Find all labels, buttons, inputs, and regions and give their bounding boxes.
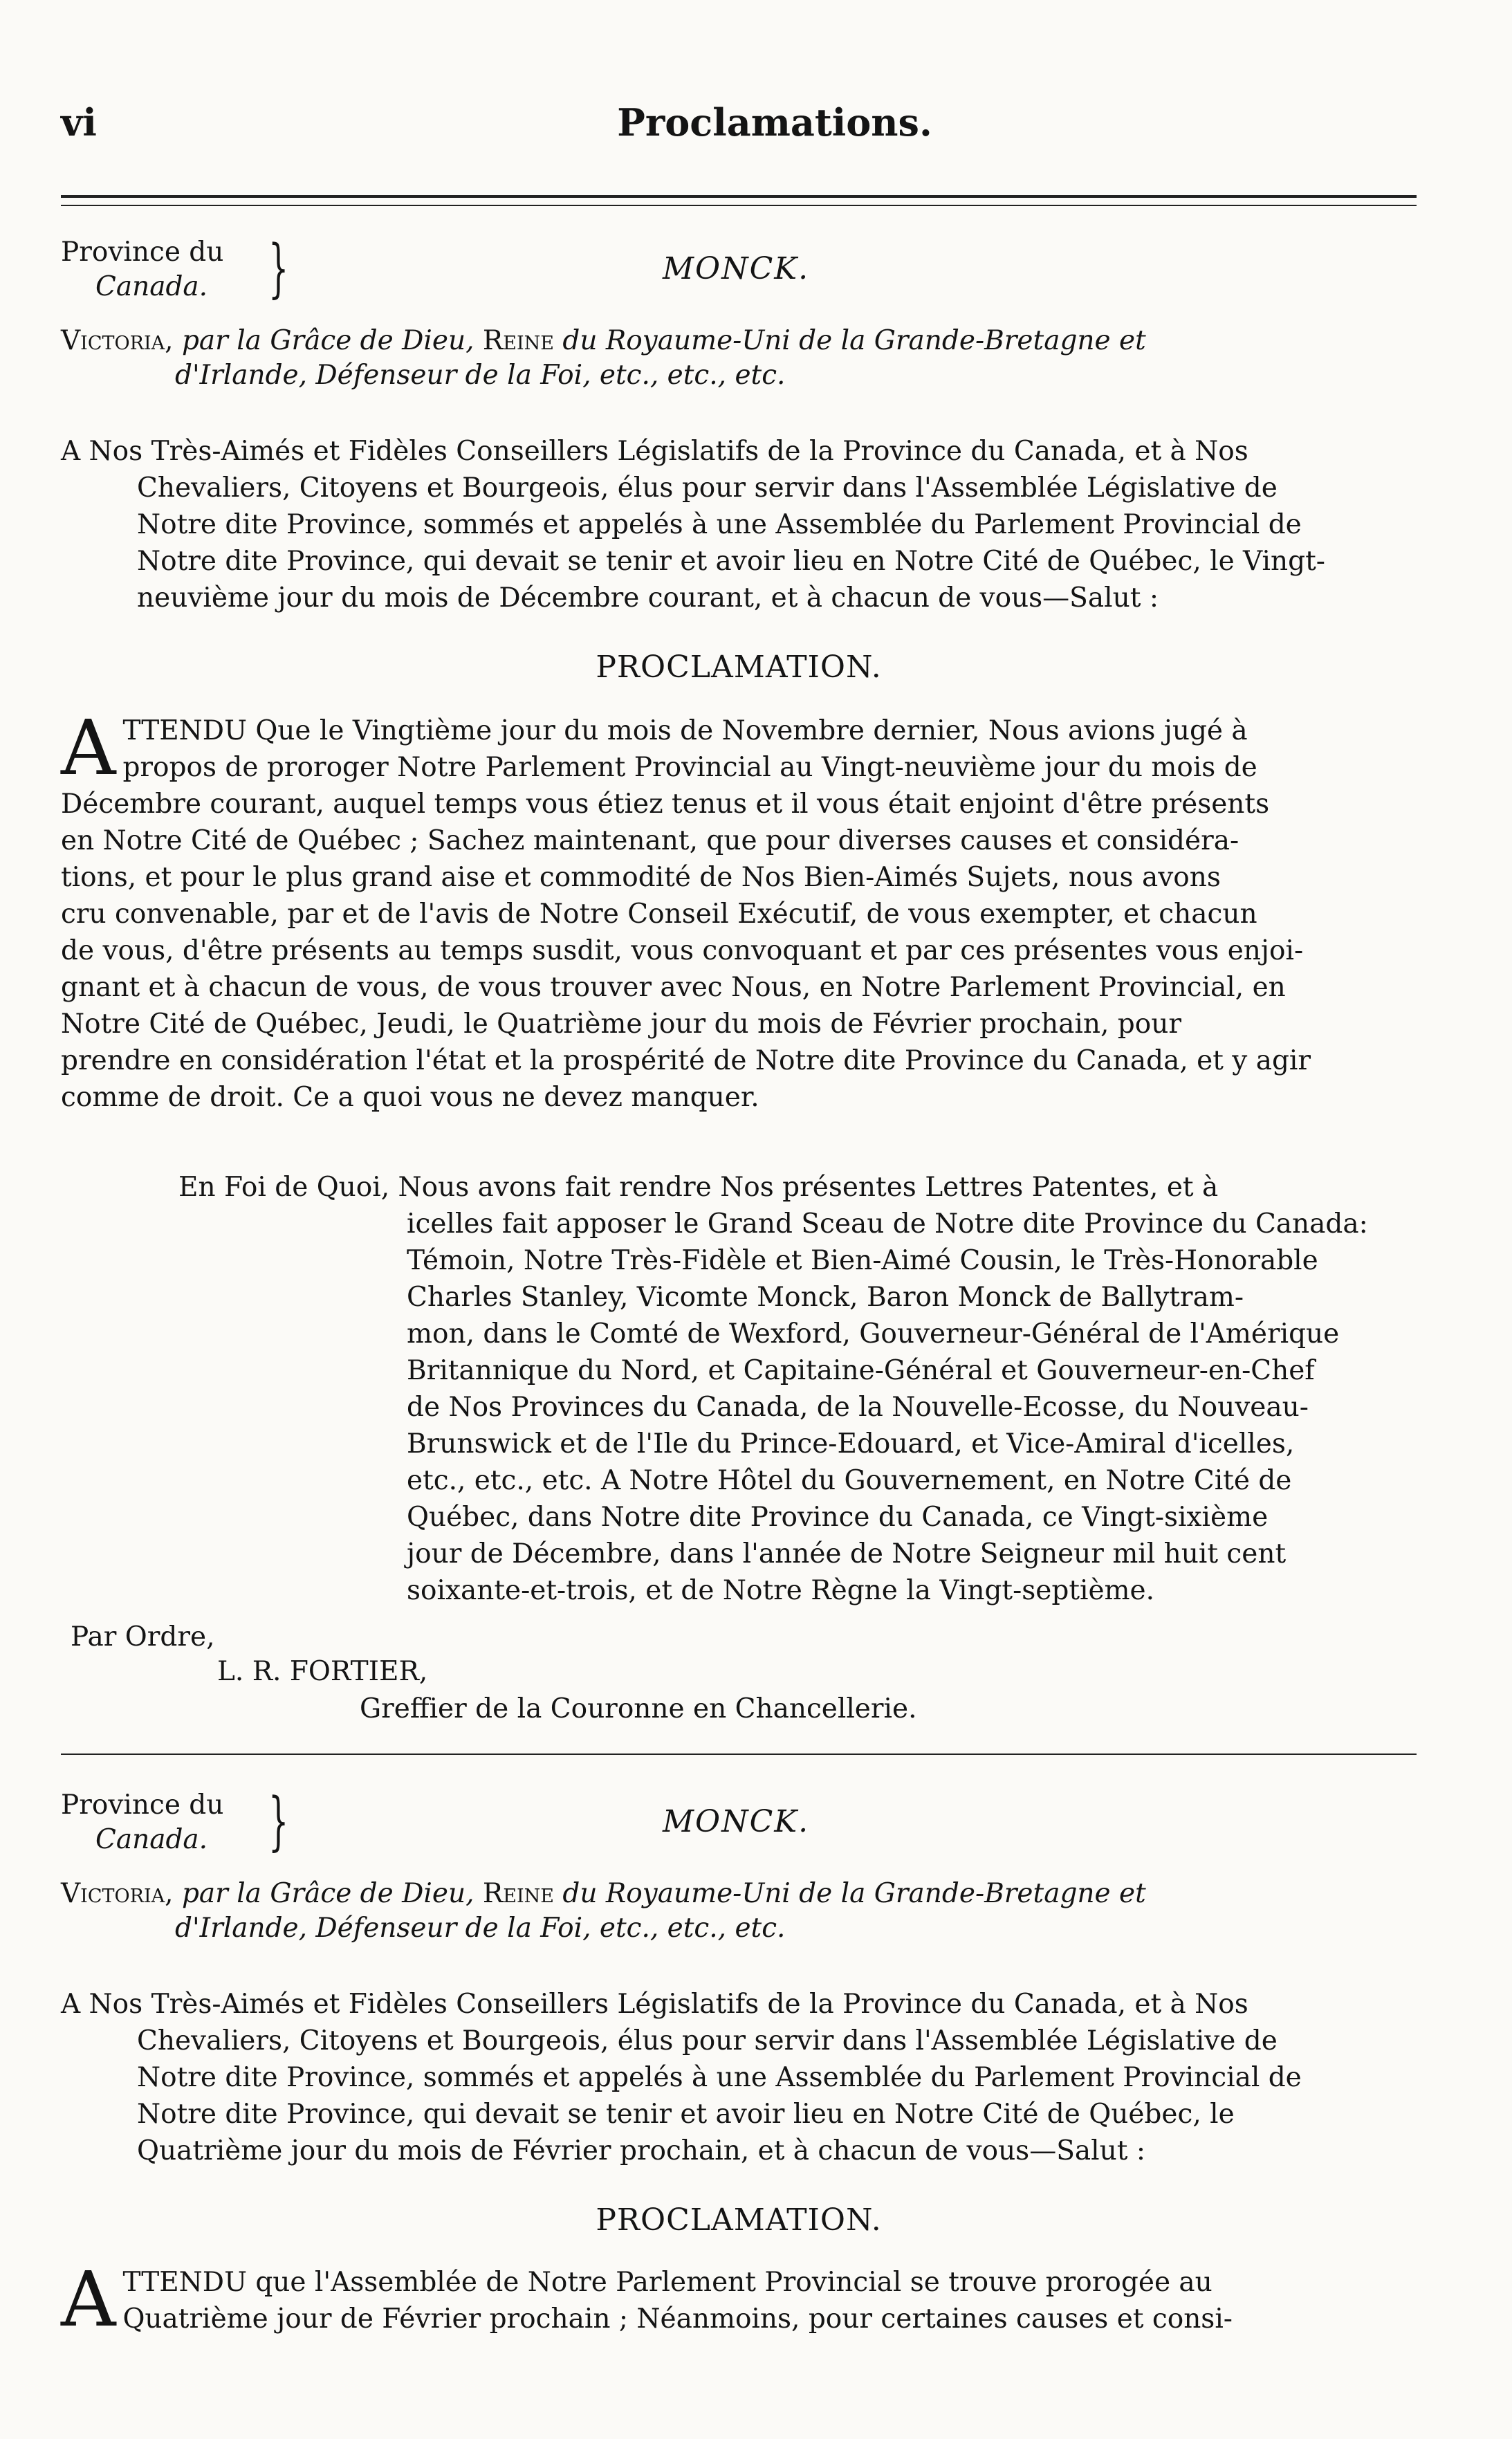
en-foi-de-quoi — [178, 1169, 1417, 1609]
signatory-title: Greffier de la Couronne en Chancellerie. — [360, 1693, 917, 1724]
reine: Reine — [482, 1878, 554, 1909]
royal-title — [61, 1877, 1146, 1946]
reine: Reine — [482, 325, 554, 356]
page-header — [55, 100, 1439, 152]
body-line: de vous, d'être présents au temps susdit, vous convoquant et par ces présentes vous enjoi- — [61, 935, 1304, 966]
en-foi-line: En Foi de Quoi, Nous avons fait rendre Nos présentes Lettres Patentes, et à — [178, 1172, 1219, 1203]
section-divider — [61, 1754, 1417, 1755]
brace-icon: } — [268, 231, 289, 305]
address-line: Chevaliers, Citoyens et Bourgeois, élus pour servir dans l'Assemblée Législative de — [137, 472, 1278, 504]
body-line: Quatrième jour de Février prochain ; Néanmoins, pour certaines causes et consi- — [122, 2303, 1233, 2335]
province-label — [61, 1788, 223, 1857]
address-line: A Nos Très-Aimés et Fidèles Conseillers Législatifs de la Province du Canada, et à Nos — [61, 1989, 1248, 2020]
royal-title-part-2: du Royaume-Uni de la Grande-Bretagne et — [562, 1878, 1146, 1909]
en-foi-line: mon, dans le Comté de Wexford, Gouverneur-Général de l'Amérique — [407, 1318, 1340, 1350]
governor-signature: MONCK. — [663, 251, 810, 286]
address-line: Notre dite Province, qui devait se tenir et avoir lieu en Notre Cité de Québec, le — [137, 2099, 1235, 2130]
proclamation-body — [61, 2255, 1417, 2344]
running-title: Proclamations. — [617, 100, 932, 145]
en-foi-line: soixante-et-trois, et de Notre Règne la Vingt-septième. — [407, 1575, 1155, 1606]
en-foi-line: icelles fait apposer le Grand Sceau de Notre dite Province du Canada: — [407, 1208, 1368, 1240]
body-line: Décembre courant, auquel temps vous étiez tenus et il vous était enjoint d'être présents — [61, 789, 1270, 820]
signatory-name: L. R. FORTIER, — [217, 1656, 428, 1687]
address-line: Notre dite Province, sommés et appelés à une Assemblée du Parlement Provincial de — [137, 2062, 1302, 2093]
victoria: Victoria, — [61, 325, 174, 356]
en-foi-line: jour de Décembre, dans l'année de Notre Seigneur mil huit cent — [407, 1538, 1287, 1570]
body-line: gnant et à chacun de vous, de vous trouver avec Nous, en Notre Parlement Provincial, en — [61, 972, 1286, 1003]
proclamation-heading: PROCLAMATION. — [596, 650, 882, 685]
royal-title-part-1: par la Grâce de Dieu, — [181, 1878, 474, 1909]
province-line-2: Canada. — [95, 271, 208, 302]
en-foi-line: Britannique du Nord, et Capitaine-Général et Gouverneur-en-Chef — [407, 1355, 1315, 1386]
par-ordre: Par Ordre, — [71, 1621, 215, 1653]
body-line: tions, et pour le plus grand aise et commodité de Nos Bien-Aimés Sujets, nous avons — [61, 862, 1221, 893]
proclamation-2 — [61, 1784, 1417, 2411]
body-line: comme de droit. Ce a quoi vous ne devez manquer. — [61, 1082, 759, 1113]
en-foi-line: de Nos Provinces du Canada, de la Nouvelle-Ecosse, du Nouveau- — [407, 1392, 1309, 1423]
body-line: en Notre Cité de Québec ; Sachez maintenant, que pour diverses causes et considéra- — [61, 825, 1239, 856]
en-foi-line: Brunswick et de l'Ile du Prince-Edouard, et Vice-Amiral d'icelles, — [407, 1428, 1295, 1460]
address-paragraph — [61, 1986, 1417, 2169]
address-line: Chevaliers, Citoyens et Bourgeois, élus pour servir dans l'Assemblée Législative de — [137, 2025, 1278, 2056]
body-line: propos de proroger Notre Parlement Provincial au Vingt-neuvième jour du mois de — [122, 752, 1257, 783]
body-line: TTENDU Que le Vingtième jour du mois de Novembre dernier, Nous avions jugé à — [122, 715, 1248, 746]
proclamation-heading: PROCLAMATION. — [596, 2202, 882, 2238]
body-line: prendre en considération l'état et la prospérité de Notre dite Province du Canada, et y agir — [61, 1045, 1311, 1076]
victoria: Victoria, — [61, 1878, 174, 1909]
header-rule-top — [61, 195, 1417, 198]
body-line: cru convenable, par et de l'avis de Notre Conseil Exécutif, de vous exempter, et chacun — [61, 899, 1257, 930]
address-line: neuvième jour du mois de Décembre courant, et à chacun de vous—Salut : — [137, 582, 1159, 614]
address-line: Quatrième jour du mois de Février prochain, et à chacun de vous—Salut : — [137, 2135, 1145, 2166]
royal-title-part-2: du Royaume-Uni de la Grande-Bretagne et — [562, 325, 1146, 356]
royal-title-line-2: d'Irlande, Défenseur de la Foi, etc., etc., etc. — [175, 360, 786, 391]
folio: vi — [61, 100, 97, 145]
brace-icon: } — [268, 1784, 289, 1858]
governor-signature: MONCK. — [663, 1804, 810, 1839]
province-line-1: Province du — [61, 237, 224, 268]
drop-cap: A — [61, 2255, 116, 2344]
header-rule-bottom — [61, 205, 1417, 206]
province-label — [61, 235, 223, 304]
address-line: Notre dite Province, sommés et appelés à une Assemblée du Parlement Provincial de — [137, 509, 1302, 540]
address-line: A Nos Très-Aimés et Fidèles Conseillers Législatifs de la Province du Canada, et à Nos — [61, 436, 1248, 467]
body-line: TTENDU que l'Assemblée de Notre Parlement Provincial se trouve prorogée au — [122, 2267, 1213, 2298]
royal-title-part-1: par la Grâce de Dieu, — [181, 325, 474, 356]
body-line: Notre Cité de Québec, Jeudi, le Quatrième jour du mois de Février prochain, pour — [61, 1009, 1182, 1040]
address-line: Notre dite Province, qui devait se tenir et avoir lieu en Notre Cité de Québec, le Vingt- — [137, 546, 1325, 577]
en-foi-line: etc., etc., etc. A Notre Hôtel du Gouvernement, en Notre Cité de — [407, 1465, 1292, 1496]
proclamation-1 — [61, 231, 1417, 1724]
en-foi-line: Québec, dans Notre dite Province du Canada, ce Vingt-sixième — [407, 1502, 1269, 1533]
province-line-1: Province du — [61, 1789, 224, 1821]
royal-title — [61, 324, 1146, 393]
en-foi-line: Charles Stanley, Vicomte Monck, Baron Monck de Ballytram- — [407, 1282, 1244, 1313]
proclamation-body — [61, 703, 1417, 1116]
royal-title-line-2: d'Irlande, Défenseur de la Foi, etc., etc., etc. — [175, 1913, 786, 1944]
address-paragraph — [61, 433, 1417, 616]
drop-cap: A — [61, 703, 116, 792]
province-line-2: Canada. — [95, 1824, 208, 1855]
en-foi-line: Témoin, Notre Très-Fidèle et Bien-Aimé Cousin, le Très-Honorable — [407, 1245, 1318, 1276]
